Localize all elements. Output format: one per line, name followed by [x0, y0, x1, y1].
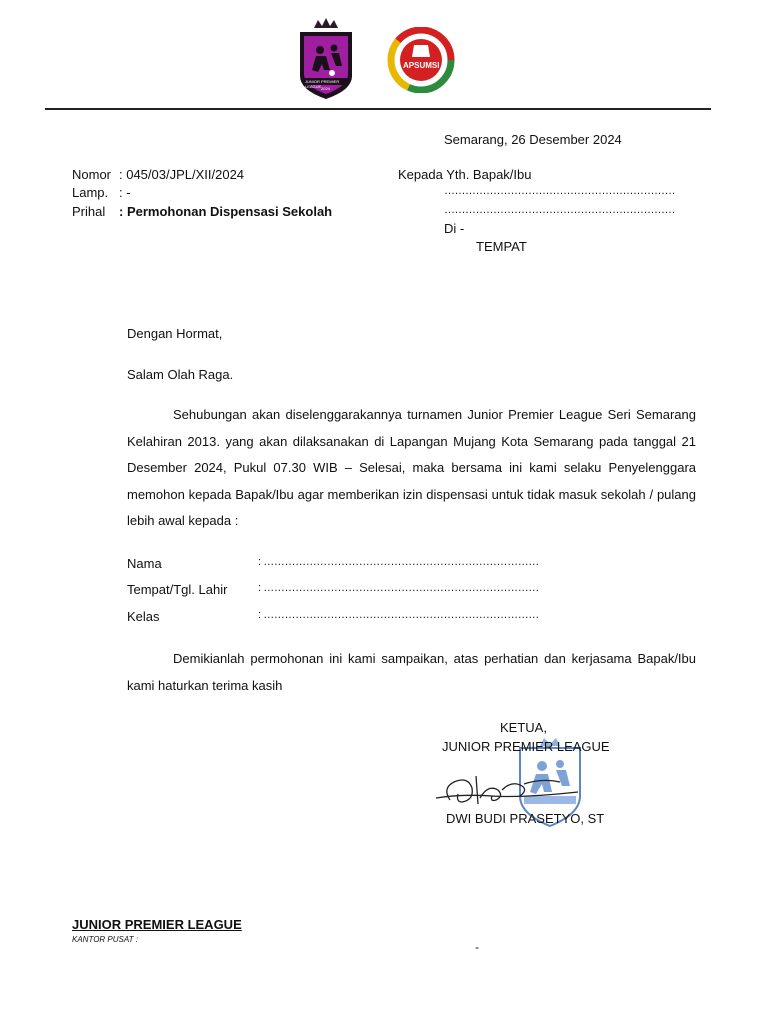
paragraph-main-text: Sehubungan akan diselenggarakannya turnamen Junior Premier League Seri Semarang Kelahiran 2013. yang akan dilaksanakan di Lapangan Mujang Kota Semarang pada tanggal 21 Desember 2024, Pukul 07.30 WIB – Selesai, maka bersama ini kami selaku Penyelenggara memohon kepada Bapak/Ibu agar memberikan izin dispensasi untuk tidak masuk sekolah / pulang lebih awal kepada : — [127, 407, 696, 528]
field-label-kelas: Kelas — [127, 609, 160, 624]
footer-dash: - — [475, 940, 479, 954]
paragraph-closing — [127, 646, 696, 699]
apsumsi-caption: APSUMSI — [403, 61, 440, 70]
greeting: Dengan Hormat, — [127, 326, 223, 341]
tempat-label: TEMPAT — [476, 239, 527, 254]
recipient-dots-1: ………………………………………………………… — [444, 185, 675, 197]
field-value-ttl: : …………………………………………………………………… — [258, 582, 539, 594]
nomor-label: Nomor — [72, 167, 112, 182]
recipient-dots-2: ………………………………………………………… — [444, 204, 675, 216]
field-label-nama: Nama — [127, 556, 162, 571]
nomor-value: : 045/03/JPL/XII/2024 — [119, 167, 245, 182]
paragraph-main — [127, 402, 696, 535]
jpl-logo-year: 2024 — [321, 86, 330, 91]
place-date: Semarang, 26 Desember 2024 — [444, 132, 622, 147]
jpl-logo-caption: JUNIOR PREMIER LEAGUE — [305, 79, 340, 89]
handwritten-signature-icon — [432, 768, 582, 812]
lamp-label: Lamp. — [72, 185, 109, 200]
header-rule — [45, 108, 711, 110]
kepada-line: Kepada Yth. Bapak/Ibu — [398, 167, 532, 182]
salam: Salam Olah Raga. — [127, 367, 234, 382]
prihal-value: : Permohonan Dispensasi Sekolah — [119, 204, 333, 219]
footer-title: JUNIOR PREMIER LEAGUE — [72, 917, 242, 932]
prihal-label: Prihal — [72, 204, 106, 219]
field-value-nama: : …………………………………………………………………… — [258, 556, 539, 568]
signature-org: JUNIOR PREMIER LEAGUE — [442, 739, 610, 754]
field-value-kelas: : …………………………………………………………………… — [258, 609, 539, 621]
di-label: Di - — [444, 221, 465, 236]
jpl-crest-logo — [296, 18, 356, 100]
footer-subtitle: KANTOR PUSAT : — [72, 935, 138, 944]
paragraph-closing-text: Demikianlah permohonan ini kami sampaikan, atas perhatian dan kerjasama Bapak/Ibu kami haturkan terima kasih — [127, 651, 696, 693]
field-label-ttl: Tempat/Tgl. Lahir — [127, 582, 228, 597]
signatory-name: DWI BUDI PRASETYO, ST — [446, 811, 605, 826]
signature-title: KETUA, — [500, 720, 547, 735]
lamp-value: : - — [119, 185, 131, 200]
apsumsi-logo — [386, 27, 456, 93]
